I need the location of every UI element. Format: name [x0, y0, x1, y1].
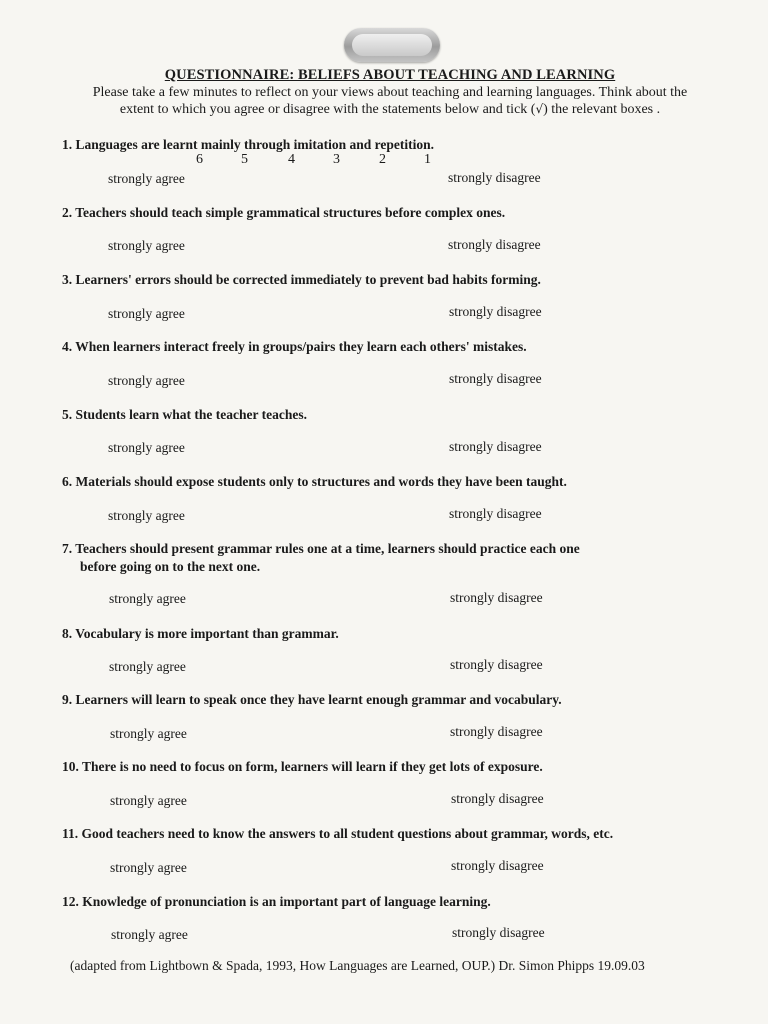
strongly-disagree-label: strongly disagree	[449, 439, 542, 454]
strongly-disagree-label: strongly disagree	[450, 590, 543, 605]
question-number: 12.	[62, 894, 79, 909]
strongly-agree-label: strongly agree	[111, 927, 188, 942]
scale-value: 1	[424, 152, 431, 167]
strongly-disagree-label: strongly disagree	[448, 237, 541, 252]
strongly-agree-label: strongly agree	[108, 171, 185, 186]
question-number: 1.	[62, 137, 73, 152]
strongly-agree-label: strongly agree	[110, 793, 187, 808]
strongly-disagree-label: strongly disagree	[451, 858, 544, 873]
question-number: 2.	[62, 205, 73, 220]
strongly-agree-label: strongly agree	[109, 591, 186, 606]
instructions-line-2b: ) the relevant boxes .	[543, 102, 661, 117]
strongly-disagree-label: strongly disagree	[449, 506, 542, 521]
question-11	[62, 825, 722, 843]
source-citation: (adapted from Lightbown & Spada, 1993, How Languages are Learned, OUP.) Dr. Simon Phipps 19.09.03	[70, 958, 645, 973]
strongly-disagree-label: strongly disagree	[449, 371, 542, 386]
strongly-disagree-label: strongly disagree	[448, 170, 541, 185]
scale-value: 3	[333, 152, 340, 167]
question-number: 7.	[62, 541, 73, 556]
question-text: Knowledge of pronunciation is an important part of language learning.	[82, 894, 491, 909]
rating-scale	[196, 152, 446, 170]
question-text: Good teachers need to know the answers to all student questions about grammar, words, etc.	[81, 826, 614, 841]
question-number: 5.	[62, 407, 73, 422]
question-3	[62, 271, 722, 289]
strongly-disagree-label: strongly disagree	[452, 925, 545, 940]
question-9	[62, 691, 722, 709]
instructions	[60, 84, 720, 118]
strongly-agree-label: strongly agree	[110, 860, 187, 875]
header-logo	[344, 28, 440, 62]
strongly-agree-label: strongly agree	[108, 373, 185, 388]
strongly-disagree-label: strongly disagree	[449, 304, 542, 319]
scale-value: 6	[196, 152, 203, 167]
scale-value: 2	[379, 152, 386, 167]
question-text: Learners will learn to speak once they have learnt enough grammar and vocabulary.	[75, 692, 562, 707]
page-title: QUESTIONNAIRE: BELIEFS ABOUT TEACHING AND LEARNING	[164, 67, 616, 83]
question-text: Languages are learnt mainly through imitation and repetition.	[75, 137, 435, 152]
question-4	[62, 338, 722, 356]
question-6	[62, 473, 722, 491]
strongly-disagree-label: strongly disagree	[451, 791, 544, 806]
question-number: 10.	[62, 759, 79, 774]
question-8	[62, 625, 722, 643]
question-number: 6.	[62, 474, 73, 489]
question-10	[62, 758, 722, 776]
question-text: Students learn what the teacher teaches.	[75, 407, 307, 422]
strongly-agree-label: strongly agree	[108, 238, 185, 253]
scale-value: 5	[241, 152, 248, 167]
question-number: 9.	[62, 692, 73, 707]
question-5	[62, 406, 722, 424]
question-7	[62, 540, 722, 576]
question-text: Vocabulary is more important than grammar.	[75, 626, 339, 641]
question-number: 3.	[62, 272, 73, 287]
strongly-agree-label: strongly agree	[108, 306, 185, 321]
tick-icon: √	[535, 102, 544, 116]
question-number: 8.	[62, 626, 73, 641]
strongly-disagree-label: strongly disagree	[450, 657, 543, 672]
question-number: 4.	[62, 339, 73, 354]
question-text: Teachers should teach simple grammatical structures before complex ones.	[75, 205, 506, 220]
question-2	[62, 204, 722, 222]
question-1	[62, 136, 722, 154]
question-text: There is no need to focus on form, learners will learn if they get lots of exposure.	[82, 759, 543, 774]
question-text: Teachers should present grammar rules one at a time, learners should practice each one	[75, 541, 580, 556]
question-text: Learners' errors should be corrected immediately to prevent bad habits forming.	[75, 272, 541, 287]
instructions-line-2a: extent to which you agree or disagree with the statements below and tick (	[119, 102, 536, 117]
question-text: When learners interact freely in groups/pairs they learn each others' mistakes.	[75, 339, 527, 354]
strongly-agree-label: strongly agree	[108, 440, 185, 455]
question-text-continued: before going on to the next one.	[80, 559, 261, 574]
strongly-agree-label: strongly agree	[110, 726, 187, 741]
strongly-agree-label: strongly agree	[108, 508, 185, 523]
question-text: Materials should expose students only to structures and words they have been taught.	[75, 474, 567, 489]
scale-value: 4	[288, 152, 295, 167]
question-number: 11.	[62, 826, 79, 841]
question-12	[62, 893, 722, 911]
strongly-disagree-label: strongly disagree	[450, 724, 543, 739]
strongly-agree-label: strongly agree	[109, 659, 186, 674]
instructions-line-1: Please take a few minutes to reflect on your views about teaching and learning languages. Think about the	[92, 85, 688, 100]
